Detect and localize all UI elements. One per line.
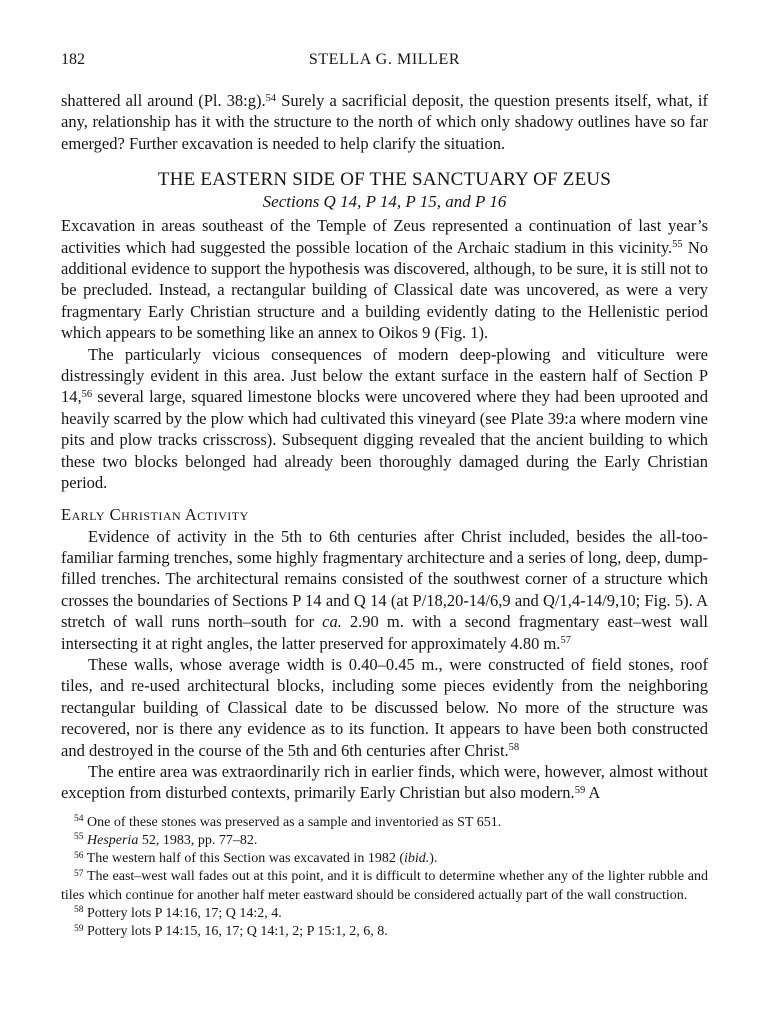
footnote-59 [61,923,708,941]
footnote-56 [61,850,708,868]
footnote-marker: 57 [74,868,84,879]
footnote-marker: 54 [74,814,84,825]
text-segment: Surely a sacrificial deposit, the question presents itself, what, if any, relationship has it with the structure to the north of which only shadowy outlines have so far emerged? Further excavation is needed to help clarify the situation. [61,91,708,153]
text-segment: several large, squared limestone blocks were uncovered where they had been uprooted and heavily scarred by the plow which had cultivated this vineyard (see Plate 39:a where modern vine pits and plow tracks crisscross). Subsequent digging revealed that the ancient building to which these two blocks belonged had already been thoroughly damaged during the Early Christian period. [61,387,708,493]
text-segment: The particularly vicious consequences of modern deep-plowing and viticulture were distressingly evident in this area. Just below the extant surface in the eastern half of Section P 14, [61,344,708,407]
footnote-58 [61,905,708,923]
subsection-heading: Early Christian Activity [61,504,249,524]
text-segment: Pottery lots P 14:16, 17; Q 14:2, 4. [83,905,282,921]
article-body [61,90,708,804]
paragraph-2 [61,215,708,343]
text-segment: shattered all around (Pl. 38:g). [61,91,266,110]
footnote-ref-55: 55 [672,239,683,251]
footnote-marker: 55 [74,832,84,843]
footnote-ref-57: 57 [560,635,571,647]
page-number: 182 [61,51,85,68]
footnote-ref-56: 56 [81,388,93,400]
footnote-ref-58: 58 [508,742,520,754]
paragraph-6 [61,761,708,804]
italic-segment: Hesperia [83,832,139,848]
footnotes-block [61,814,708,941]
footnote-marker: 56 [74,850,84,861]
footnote-55 [61,832,708,850]
text-column [61,50,708,941]
text-segment: The western half of this Section was excavated in 1982 ( [83,851,404,867]
paragraph-1 [61,90,708,154]
text-segment: These walls, whose average width is 0.40–0.45 m., were constructed of field stones, roof tiles, and re-used architectural blocks, including some pieces evidently from the neighboring rectangular building of Classical date to be discussed below. No more of the structure was recovered, nor is there any evidence as to its function. It appears to have been both constructed and destroyed in the course of the 5th and 6th centuries after Christ. [61,654,708,760]
text-segment: One of these stones was preserved as a sample and inventoried as ST 651. [83,814,502,830]
footnote-ref-59: 59 [574,784,586,796]
page-header [61,50,708,70]
footnote-ref-54: 54 [265,92,277,104]
footnote-marker: 58 [74,905,84,916]
footnote-marker: 59 [74,923,84,934]
italic-segment: ibid. [403,851,430,867]
text-segment: 2.90 m. with a second fragmentary east–west wall intersecting it at right angles, the latter preserved for approximately 4.80 m. [61,612,708,653]
italic-segment: ca. [322,612,342,632]
section-heading: THE EASTERN SIDE OF THE SANCTUARY OF ZEUS [157,169,612,191]
section-subheading: Sections Q 14, P 14, P 15, and P 16 [262,192,507,212]
text-segment: Pottery lots P 14:15, 16, 17; Q 14:1, 2; P 15:1, 2, 6, 8. [83,924,388,939]
text-segment: Excavation in areas southeast of the Temple of Zeus represented a continuation of last year’s activities which had suggested the possible location of the Archaic stadium in this vicinity. [61,216,708,257]
running-head: STELLA G. MILLER [308,51,461,68]
text-segment: The entire area was extraordinarily rich in earlier finds, which were, however, almost without exception from disturbed contexts, primarily Early Christian but also modern. [61,761,708,803]
footnote-57 [61,868,708,904]
text-segment: A [585,783,601,803]
text-segment: 52, 1983, pp. 77–82. [138,832,258,848]
paragraph-3 [61,344,708,494]
paragraph-5 [61,654,708,761]
footnote-54 [61,814,708,832]
text-segment: The east–west wall fades out at this point, and it is difficult to determine whether any of the lighter rubble and tiles which continue for another half meter eastward should be considered actually part of the wall construction. [61,869,708,903]
text-segment: Evidence of activity in the 5th to 6th centuries after Christ included, besides the all-too-familiar farming trenches, some highly fragmentary architecture and a series of long, deep, dump-filled trenches. The architectural remains consisted of the southwest corner of a structure which crosses the boundaries of Sections P 14 and Q 14 (at P/18,20-14/6,9 and Q/1,4-14/9,10; Fig. 5). A stretch of wall runs north–south for [61,526,708,632]
paragraph-4 [61,526,708,654]
text-segment: No additional evidence to support the hypothesis was discovered, although, to be sure, it is still not to be precluded. Instead, a rectangular building of Classical date was uncovered, as were a very fragmentary Early Christian structure and a building evidently dating to the Hellenistic period which appears to be something like an annex to Oikos 9 (Fig. 1). [61,237,708,343]
text-segment: ). [429,851,438,867]
